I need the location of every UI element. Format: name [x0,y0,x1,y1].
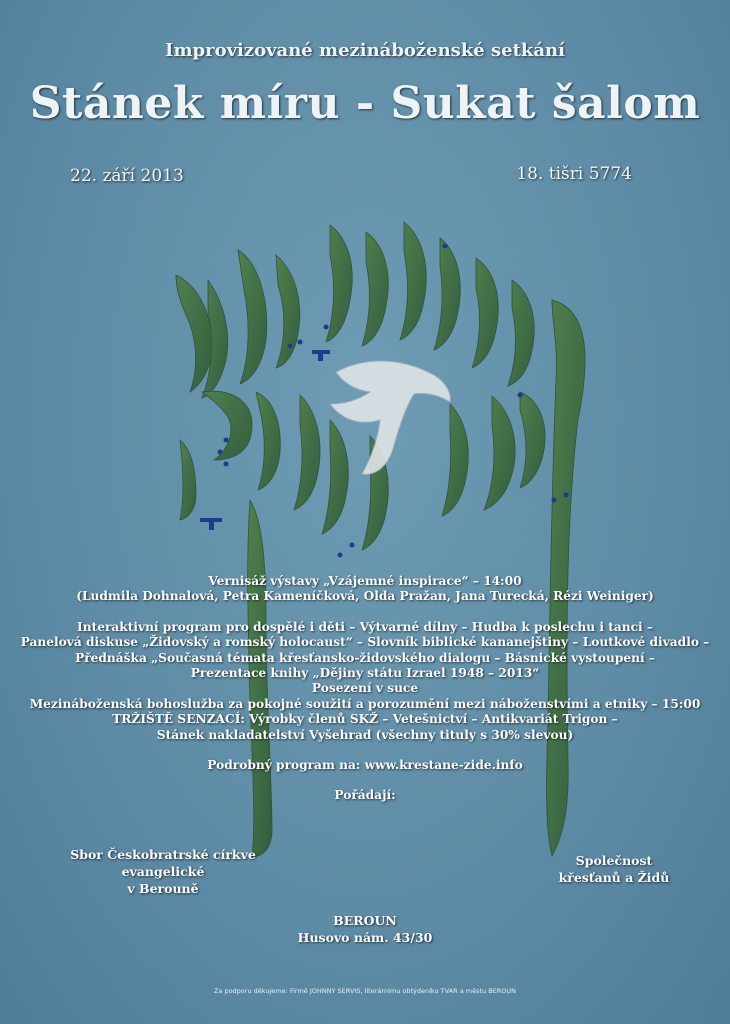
poster-title: Stánek míru - Sukat šalom [29,78,701,129]
leaf-letter-7 [256,392,280,490]
leaf-letter-8 [294,395,320,510]
organizer-right-line: křesťanů a Židů [558,870,670,885]
leaf-letter-3 [238,250,267,384]
leaf-letter-12 [434,238,460,350]
program-text [0,574,730,804]
venue [0,912,730,946]
organizers-heading: Pořádají: [334,788,396,803]
program-line: Prezentace knihy „Dějiny státu Izrael 1948 – 2013“ [190,666,540,681]
organizer-right-line: Společnost [575,853,653,868]
program-line: Vernisáž výstavy „Vzájemné inspirace“ – 14:00 [208,574,522,588]
program-line: (Ludmila Dohnalová, Petra Kameníčková, Olda Pražan, Jana Turecká, Rézi Weiniger) [76,589,654,604]
organizer-right [545,852,683,886]
program-line: Panelová diskuse „Židovský a romský holocaust“ – Slovník biblické kananejštiny – Loutkové divadlo – [20,635,710,650]
program-website-line[interactable]: Podrobný program na: www.krestane-zide.info [207,758,523,773]
program-line: Přednáška „Současná témata křesťansko-židovského dialogu – Básnické vystoupení – [75,650,655,665]
organizer-left-line: evangelické [121,864,205,879]
leaf-letter-19 [520,392,545,488]
organizer-left-line: v Berouně [127,881,199,896]
sponsor-thanks: Za podporu děkujeme: Firmě JOHNNY SERVIS, literárnímu obtýdeníku TVAR a městu BEROUN [213,987,517,995]
leaf-letter-15 [322,420,348,534]
organizer-left [56,846,270,897]
leaf-letter-18 [484,396,515,510]
leaf-letter-11 [400,222,426,340]
program-line: Stánek nakladatelství Vyšehrad (všechny tituly s 30% slevou) [156,727,574,742]
program-line: Posezení v suce [311,681,419,696]
leaf-letter-9 [326,225,352,342]
leaf-letter-10 [362,232,388,346]
venue-city: BEROUN [333,913,397,928]
program-gap [0,605,730,620]
leaf-letter-14 [508,280,534,386]
program-line: TRŽIŠTĚ SENZACÍ: Výrobky členů SKŽ – Vetešnictví – Antikvariát Trigon – [112,712,618,727]
leaf-letter-4 [276,255,300,368]
poster-subtitle: Improvizované mezináboženské setkání [165,40,565,61]
program-gap [0,773,730,788]
leaf-letter-1 [176,275,212,392]
organizer-left-line: Sbor Českobratrské církve [70,847,256,862]
program-gap [0,743,730,758]
venue-address: Husovo nám. 43/30 [297,930,433,945]
leaf-letter-13 [472,258,498,368]
dove-shape [330,361,450,474]
leaf-letter-17 [442,404,468,516]
date-hebrew: 18. tišri 5774 [516,164,632,184]
leaf-letter-5 [202,391,252,460]
leaf-letter-6 [180,440,196,520]
program-line: Mezináboženská bohoslužba za pokojné soužití a porozumění mezi náboženstvími a etniky – 15:00 [29,696,701,711]
program-line: Interaktivní program pro dospělé i děti – Výtvarné dílny – Hudba k poslechu i tanci – [77,619,653,634]
date-gregorian: 22. září 2013 [70,166,184,186]
